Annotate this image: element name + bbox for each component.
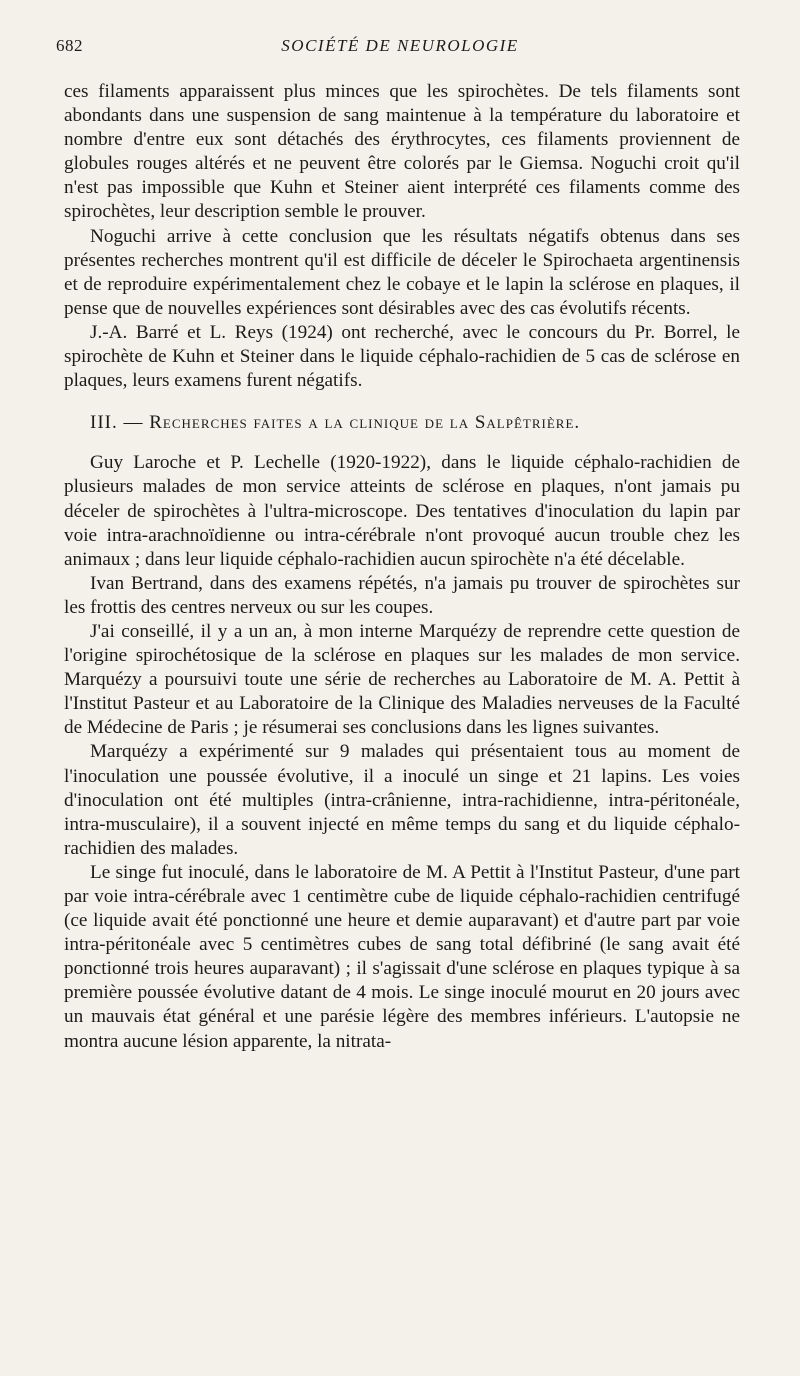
running-title: SOCIÉTÉ DE NEUROLOGIE <box>281 36 519 55</box>
paragraph: Noguchi arrive à cette conclusion que les résultats négatifs obtenus dans ses présentes recherches montrent qu'il est difficile de déceler le Spirochaeta argentinensis et de reproduire expérimentalement chez le cobaye et le lapin la sclérose en plaques, il pense que de nouvelles expériences sont désirables avec des cas évolutifs récents. <box>64 225 740 319</box>
section-heading <box>64 411 740 435</box>
paragraph: J'ai conseillé, il y a un an, à mon interne Marquézy de reprendre cette question de l'origine spirochétosique de la sclérose en plaques sur les malades de mon service. Marquézy a poursuivi toute une série de recherches au Laboratoire de M. A. Pettit à l'Institut Pasteur et au Laboratoire de la Clinique des Maladies nerveuses de la Faculté de Médecine de Paris ; je résumerai ses conclusions dans les lignes suivantes. <box>64 620 740 739</box>
paragraph: Ivan Bertrand, dans des examens répétés, n'a jamais pu trouver de spirochètes sur les frottis des centres nerveux ou sur les coupes. <box>64 572 740 618</box>
paragraph: Marquézy a expérimenté sur 9 malades qui présentaient tous au moment de l'inoculation une poussée évolutive, il a inoculé un singe et 21 lapins. Les voies d'inoculation ont été multiples (intra-crânienne, intra-rachidienne, intra-péritonéale, intra-musculaire), il a souvent injecté en même temps du sang et du liquide céphalo-rachidien des malades. <box>64 741 740 859</box>
page-number: 682 <box>56 36 83 55</box>
paragraph: Guy Laroche et P. Lechelle (1920-1922), dans le liquide céphalo-rachidien de plusieurs malades de mon service atteints de sclérose en plaques, n'ont jamais pu déceler de spirochètes à l'ultra-microscope. Des tentatives d'inoculation du lapin par voie intra-arachnoïdienne ou intra-cérébrale n'ont provoqué aucun trouble chez les animaux ; dans leur liquide céphalo-rachidien aucun spirochète n'a été décelable. <box>64 452 740 570</box>
paragraph: Le singe fut inoculé, dans le laboratoire de M. A Pettit à l'Institut Pasteur, d'une part par voie intra-cérébrale avec 1 centimètre cube de liquide céphalo-rachidien centrifugé (ce liquide avait été ponctionné une heure et demie auparavant) et d'autre part par voie intra-péritonéale avec 5 centimètres cubes de sang total défibriné (le sang avait été ponctionné trois heures auparavant) ; il s'agissait d'une sclérose en plaques typique à sa première poussée évolutive datant de 4 mois. Le singe inoculé mourut en 20 jours avec un mauvais état général et une parésie légère des membres inférieurs. L'autopsie ne montra aucune lésion apparente, la nitrata- <box>64 861 740 1052</box>
body-text <box>64 80 740 1054</box>
paragraph: ces filaments apparaissent plus minces que les spirochètes. De tels filaments sont abondants dans une suspension de sang maintenue à la température du laboratoire et nombre d'entre eux sont détachés des érythrocytes, ces filaments proviennent de globules rouges altérés et ne peuvent être colorés par le Giemsa. Noguchi croit qu'il n'est pas impossible que Kuhn et Steiner aient interprété ces filaments comme des spirochètes, leur description semble le prouver. <box>64 81 740 223</box>
paragraph: J.-A. Barré et L. Reys (1924) ont recherché, avec le concours du Pr. Borrel, le spirochète de Kuhn et Steiner dans le liquide céphalo-rachidien de 5 cas de sclérose en plaques, leurs examens furent négatifs. <box>64 321 740 392</box>
section-numeral: III. <box>90 412 118 434</box>
page-header <box>56 36 744 62</box>
section-title: Recherches faites a la clinique de la Salpêtrière. <box>149 412 581 434</box>
section-dash: — <box>123 412 144 434</box>
